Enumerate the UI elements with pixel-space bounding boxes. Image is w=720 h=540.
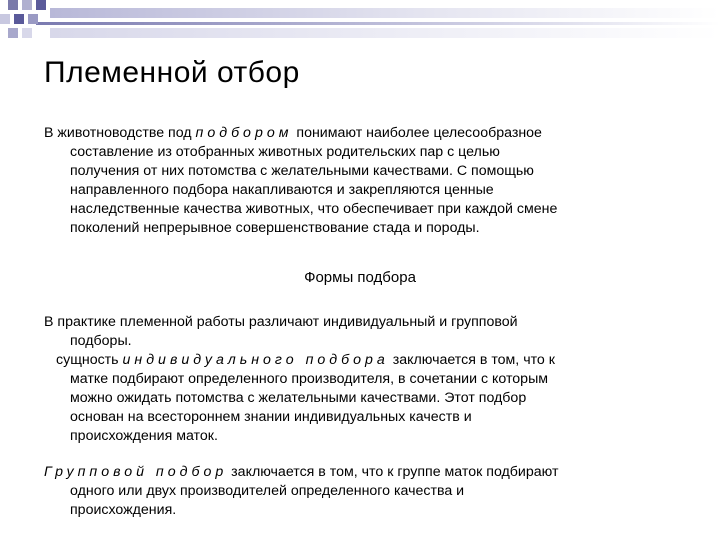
paragraph-line: происхождения маток. (70, 428, 218, 444)
decor-square (22, 0, 32, 10)
decor-square (8, 0, 18, 10)
paragraph-line: В практике племенной работы различают индивидуальный и групповой (44, 314, 518, 330)
decor-square (36, 0, 46, 10)
paragraph-line: матке подбирают определенного производителя, в сочетании с которым (70, 371, 549, 387)
paragraph-line: составление из отобранных животных родительских пар с целью (70, 144, 500, 160)
paragraph-line: основан на всестороннем знании индивидуальных качеств и (70, 409, 472, 425)
paragraph-forms (44, 313, 518, 351)
paragraph-line (56, 351, 555, 370)
decor-square (14, 14, 24, 24)
text-prefix: сущность (56, 352, 123, 368)
paragraph-individual (56, 351, 555, 446)
slide-title: Племенной отбор (44, 56, 300, 89)
term-group-selection: Групповой подбор (44, 464, 228, 480)
paragraph-line: наследственные качества животных, что обеспечивает при каждой смене (70, 201, 558, 217)
paragraph-line (44, 124, 557, 143)
decor-bar-top (50, 8, 720, 18)
paragraph-line (44, 463, 558, 482)
paragraph-line: подборы. (70, 333, 132, 349)
decor-square (8, 28, 18, 38)
decor-square (22, 28, 32, 38)
decor-bar-bottom (50, 28, 720, 38)
paragraph-line: происхождения. (70, 502, 177, 518)
term-individual-selection: индивидуального подбора (122, 352, 389, 368)
paragraph-line: направленного подбора накапливаются и закрепляются ценные (70, 182, 494, 198)
paragraph-group (44, 463, 558, 520)
text-rest: понимают наиболее целесообразное (292, 125, 542, 141)
paragraph-line: можно ожидать потомства с желательными качествами. Этот подбор (70, 390, 527, 406)
paragraph-line: поколений непрерывное совершенствование стада и породы. (70, 220, 480, 236)
decor-line (36, 22, 720, 25)
paragraph-line: получения от них потомства с желательными качествами. С помощью (70, 163, 534, 179)
decor-square (28, 14, 38, 24)
text-rest: заключается в том, что к группе маток подбирают (227, 464, 559, 480)
section-heading: Формы подбора (304, 269, 416, 286)
decorative-header (0, 0, 720, 44)
decor-square (0, 14, 10, 24)
paragraph-breeding-selection (44, 124, 557, 238)
term-podbor: подбором (195, 125, 293, 141)
text-rest: заключается в том, что к (388, 352, 555, 368)
paragraph-line: одного или двух производителей определенного качества и (70, 483, 465, 499)
text-prefix: В животноводстве под (44, 125, 196, 141)
